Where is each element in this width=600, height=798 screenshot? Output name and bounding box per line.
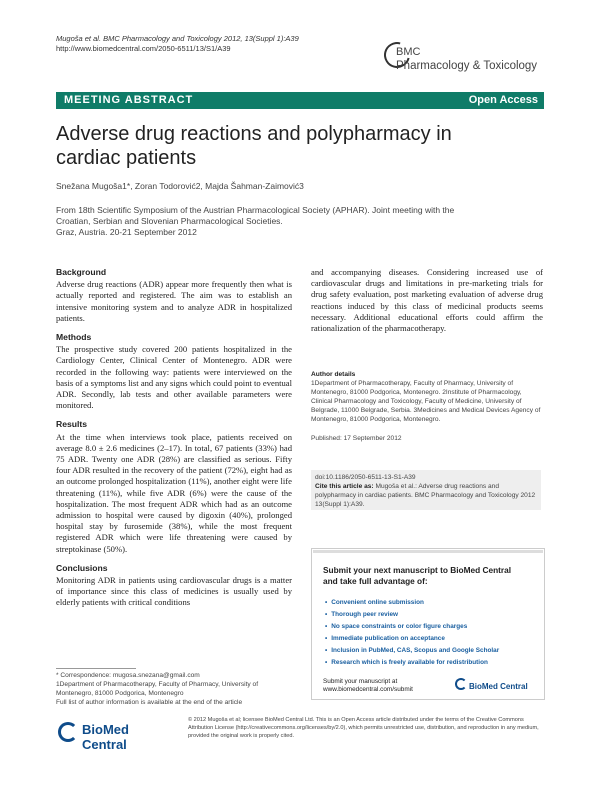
citation-box (311, 470, 541, 510)
footnote-divider (56, 668, 136, 669)
cite-text (315, 482, 537, 509)
submit-url-link[interactable]: www.biomedcentral.com/submit (323, 686, 413, 693)
biomed-central-logo-icon (58, 722, 78, 742)
list-item: • Thorough peer review (325, 609, 499, 621)
correspondence-note: * Correspondence: mugosa.snezana@gmail.com (56, 672, 200, 679)
cite-body: Mugoša et al.: Adverse drug reactions and polypharmacy in cardiac patients. BMC Pharmacology and Toxicology 2012 13(Suppl 1):A39. (315, 483, 536, 508)
meeting-info-line-2: Croatian, Serbian and Slovenian Pharmacological Societies. (56, 216, 283, 226)
author-list: Snežana Mugoša1*, Zoran Todorović2, Majda Šahman-Zaimović3 (56, 181, 304, 191)
meeting-info-line-1: From 18th Scientific Symposium of the Austrian Pharmacological Society (APHAR). Joint meeting with the (56, 205, 455, 215)
conclusions-heading: Conclusions (56, 562, 108, 573)
author-details-text: 1Department of Pharmacotherapy, Faculty of Pharmacy, University of Montenegro, 81000 Podgorica, Montenegro. 2Institute of Pharmacology, Clinical Pharmacology and Toxicology, Faculty of Medicine, University of Belgrade, 11000 Belgrade, Serbia. 3Medicines and Medical Devices Agency of Montenegro, 81000 Podgorica, Montenegro. (311, 380, 541, 423)
footnotes (56, 671, 292, 707)
methods-heading: Methods (56, 332, 92, 343)
cite-label: Cite this article as: (315, 483, 374, 490)
author-details-heading: Author details (311, 371, 356, 378)
affiliation-note: 1Department of Pharmacotherapy, Faculty of Pharmacy, University of Montenegro, 81000 Podgorica, Montenegro (56, 681, 259, 697)
submit-title-line-1: Submit your next manuscript to BioMed Central (323, 565, 512, 575)
journal-url-line[interactable]: http://www.biomedcentral.com/2050-6511/13/S1/A39 (56, 44, 231, 53)
submit-manuscript-box (311, 548, 545, 700)
list-item: • Research which is freely available for redistribution (325, 657, 499, 669)
left-column (56, 267, 292, 617)
journal-citation-line: Mugoša et al. BMC Pharmacology and Toxicology 2012, 13(Suppl 1):A39 (56, 34, 299, 43)
right-column (311, 267, 543, 342)
open-access-label: Open Access (468, 94, 538, 106)
benefits-list (325, 597, 499, 669)
submit-box-brand (455, 678, 528, 691)
brand-text: BioMed Central (469, 682, 528, 691)
title-line-2: cardiac patients (56, 147, 197, 169)
author-details (311, 370, 543, 424)
list-item: • Inclusion in PubMed, CAS, Scopus and Google Scholar (325, 645, 499, 657)
background-text: Adverse drug reactions (ADR) appear more frequently then what is actually reported and registered. The aim was to establish an intensive monitoring system and to analyze ADR in hospitalized patients. (56, 279, 292, 323)
submit-link-block (323, 678, 413, 694)
results-text: At the time when interviews took place, patients received on average 8.0 ± 2.6 medicines (2–17). In total, 67 patients (33%) had 75 ADR. Twenty one ADR (28%) are classified as serious. Fifty four ADR resulted in the recovery of the patient (72%), eight had as an outcome prolonged hospitalization (11%), another eight were life threatening (11%), while five ADR (6%) were the cause of the hospitalization. The most frequent ADR which had as an outcome admission to hospital were caused by digoxin (40%), prolonged hospital stay by furosemide (38%), while the most frequent registered ADR which were life threatening were caused by streptokinase (50%). (56, 431, 292, 554)
methods-text: The prospective study covered 200 patients hospitalized in the Cardiology Center, Clinical Center of Montenegro. ADR were recorded in the following way: patients were interviewed on the basis of a symptoms list and any signs which could point to eventual ADR. Secondly, lab tests and other available parameters were monitored. (56, 344, 292, 411)
submit-label: Submit your manuscript at (323, 678, 398, 685)
full-list-note: Full list of author information is available at the end of the article (56, 699, 243, 706)
copyright-notice: © 2012 Mugoša et al; licensee BioMed Central Ltd. This is an Open Access article distributed under the terms of the Creative Commons Attribution License (http://creativecommons.org/licenses/by/2.0), which permits unrestricted use, distribution, and reproduction in any medium, provided the original work is properly cited. (188, 717, 539, 739)
list-item: • No space constraints or color figure charges (325, 621, 499, 633)
footer-logo (56, 720, 176, 752)
conclusions-text: Monitoring ADR in patients using cardiovascular drugs is a matter of importance since this class of medicines is usually used by elderly patients with critical conditions (56, 575, 292, 608)
results-heading: Results (56, 419, 88, 430)
title-line-1: Adverse drug reactions and polypharmacy in (56, 123, 452, 145)
submit-box-title (323, 565, 511, 587)
published-date: Published: 17 September 2012 (311, 435, 402, 442)
doi-text[interactable]: doi:10.1186/2050-6511-13-S1-A39 (315, 474, 416, 481)
meeting-abstract-banner (56, 92, 544, 109)
biomed-central-icon (455, 678, 467, 690)
submit-title-line-2: and take full advantage of: (323, 576, 428, 586)
footer-brand-text: BioMed Central (82, 722, 129, 752)
journal-logo (384, 40, 554, 80)
banner-label: MEETING ABSTRACT (64, 94, 194, 106)
conclusions-continued: and accompanying diseases. Considering increased use of cardiovascular drugs and limitations in pre-marketing trials for drug safety evaluation, post marketing evaluation of adverse drug reactions induced by this class of medicinal products seems necessary. Additional educational efforts could affirm the rationalization of the pharmacotherapy. (311, 267, 543, 334)
meeting-info-line-3: Graz, Austria. 20-21 September 2012 (56, 227, 197, 237)
logo-text-journal: Pharmacology & Toxicology (396, 60, 538, 72)
meeting-info (56, 205, 546, 238)
list-item: • Immediate publication on acceptance (325, 633, 499, 645)
article-title (56, 122, 536, 170)
background-heading: Background (56, 267, 107, 277)
list-item: • Convenient online submission (325, 597, 499, 609)
logo-text-bmc: BMC (396, 46, 421, 58)
